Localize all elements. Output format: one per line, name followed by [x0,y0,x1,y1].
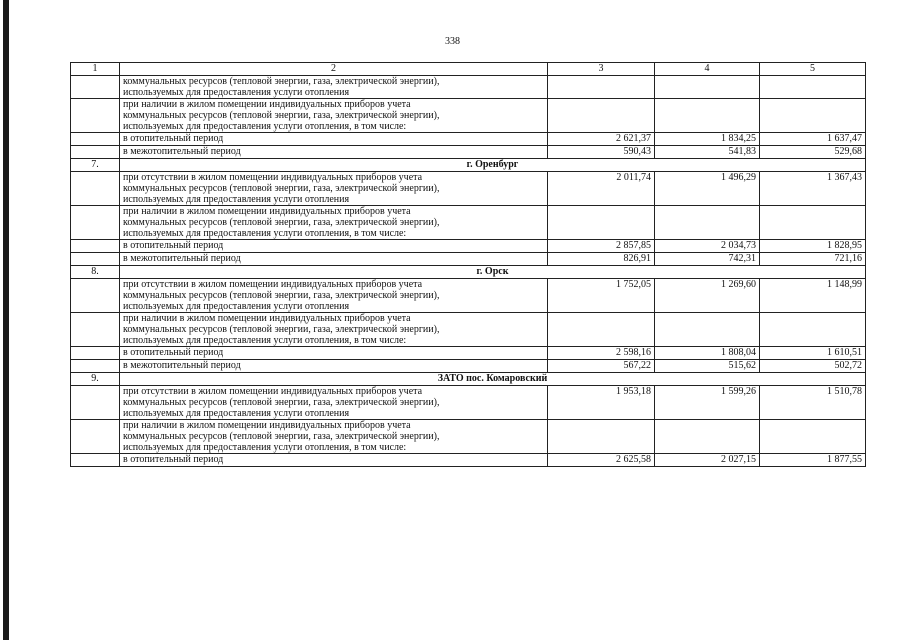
table-row [71,360,866,373]
table-row [71,146,866,159]
value-cell: 1 599,26 [655,386,760,420]
header-cell: 4 [655,63,760,76]
value-cell: 1 269,60 [655,279,760,313]
header-cell: 1 [71,63,120,76]
empty-cell [548,313,655,347]
row-label: в отопительный период [120,454,548,467]
section-number: 9. [71,373,120,386]
row-description: при наличии в жилом помещении индивидуальных приборов учета коммунальных ресурсов (тепловой энергии, газа, электрической энергии), используемых для предоставления услуги отопления, в том числе: [120,99,548,133]
empty-cell [71,360,120,373]
row-description: при отсутствии в жилом помещении индивидуальных приборов учета коммунальных ресурсов (тепловой энергии, газа, электрической энергии), используемых для предоставления услуги отопления [120,172,548,206]
empty-cell [760,420,866,454]
row-label: в отопительный период [120,133,548,146]
value-cell: 1 496,29 [655,172,760,206]
table-row [71,279,866,313]
empty-cell [655,313,760,347]
section-header-row [71,266,866,279]
table-row [71,386,866,420]
empty-cell [71,240,120,253]
row-label: в отопительный период [120,347,548,360]
section-header-row [71,373,866,386]
section-header-row [71,159,866,172]
value-cell: 2 621,37 [548,133,655,146]
table-row [71,347,866,360]
value-cell: 1 637,47 [760,133,866,146]
value-cell: 2 625,58 [548,454,655,467]
value-cell: 1 610,51 [760,347,866,360]
row-label: в отопительный период [120,240,548,253]
value-cell: 2 027,15 [655,454,760,467]
table-row [71,76,866,99]
empty-cell [71,279,120,313]
section-number: 8. [71,266,120,279]
value-cell: 1 953,18 [548,386,655,420]
empty-cell [655,420,760,454]
value-cell: 2 011,74 [548,172,655,206]
value-cell: 515,62 [655,360,760,373]
table-row [71,133,866,146]
row-label: в межотопительный период [120,146,548,159]
value-cell: 1 877,55 [760,454,866,467]
value-cell: 1 367,43 [760,172,866,206]
value-cell: 826,91 [548,253,655,266]
section-number: 7. [71,159,120,172]
empty-cell [548,420,655,454]
table-row [71,240,866,253]
value-cell: 721,16 [760,253,866,266]
row-description: при отсутствии в жилом помещении индивидуальных приборов учета коммунальных ресурсов (тепловой энергии, газа, электрической энергии), используемых для предоставления услуги отопления [120,386,548,420]
value-cell: 567,22 [548,360,655,373]
value-cell: 2 034,73 [655,240,760,253]
empty-cell [71,420,120,454]
value-cell: 529,68 [760,146,866,159]
table-header-row [71,63,866,76]
table-row [71,420,866,454]
empty-cell [71,347,120,360]
empty-cell [760,206,866,240]
table-row [71,454,866,467]
table-row [71,313,866,347]
section-title: г. Оренбург [120,159,866,172]
empty-cell [71,206,120,240]
table-row [71,206,866,240]
row-description: коммунальных ресурсов (тепловой энергии, газа, электрической энергии), используемых для предоставления услуги отопления [120,76,548,99]
empty-cell [655,206,760,240]
empty-cell [71,313,120,347]
value-cell: 1 834,25 [655,133,760,146]
row-description: при наличии в жилом помещении индивидуальных приборов учета коммунальных ресурсов (тепловой энергии, газа, электрической энергии), используемых для предоставления услуги отопления, в том числе: [120,206,548,240]
page-number: 338 [445,36,460,47]
row-label: в межотопительный период [120,253,548,266]
header-cell: 3 [548,63,655,76]
value-cell: 1 752,05 [548,279,655,313]
value-cell: 2 598,16 [548,347,655,360]
row-description: при наличии в жилом помещении индивидуальных приборов учета коммунальных ресурсов (тепловой энергии, газа, электрической энергии), используемых для предоставления услуги отопления, в том числе: [120,313,548,347]
value-cell: 502,72 [760,360,866,373]
header-cell: 2 [120,63,548,76]
value-cell: 541,83 [655,146,760,159]
value-cell: 2 857,85 [548,240,655,253]
empty-cell [71,386,120,420]
row-label: в межотопительный период [120,360,548,373]
header-cell: 5 [760,63,866,76]
value-cell: 1 148,99 [760,279,866,313]
scan-edge-bar [3,0,9,640]
value-cell: 1 808,04 [655,347,760,360]
empty-cell [71,253,120,266]
value-cell: 1 828,95 [760,240,866,253]
value-cell: 590,43 [548,146,655,159]
value-cell: 742,31 [655,253,760,266]
empty-cell [760,313,866,347]
value-cell: 1 510,78 [760,386,866,420]
table-row [71,99,866,133]
section-title: ЗАТО пос. Комаровский [120,373,866,386]
empty-cell [71,454,120,467]
section-title: г. Орск [120,266,866,279]
empty-cell [71,172,120,206]
tariff-table [70,62,866,467]
row-description: при отсутствии в жилом помещении индивидуальных приборов учета коммунальных ресурсов (тепловой энергии, газа, электрической энергии), используемых для предоставления услуги отопления [120,279,548,313]
table-row [71,253,866,266]
row-description: при наличии в жилом помещении индивидуальных приборов учета коммунальных ресурсов (тепловой энергии, газа, электрической энергии), используемых для предоставления услуги отопления, в том числе: [120,420,548,454]
empty-cell [548,206,655,240]
table-row [71,172,866,206]
